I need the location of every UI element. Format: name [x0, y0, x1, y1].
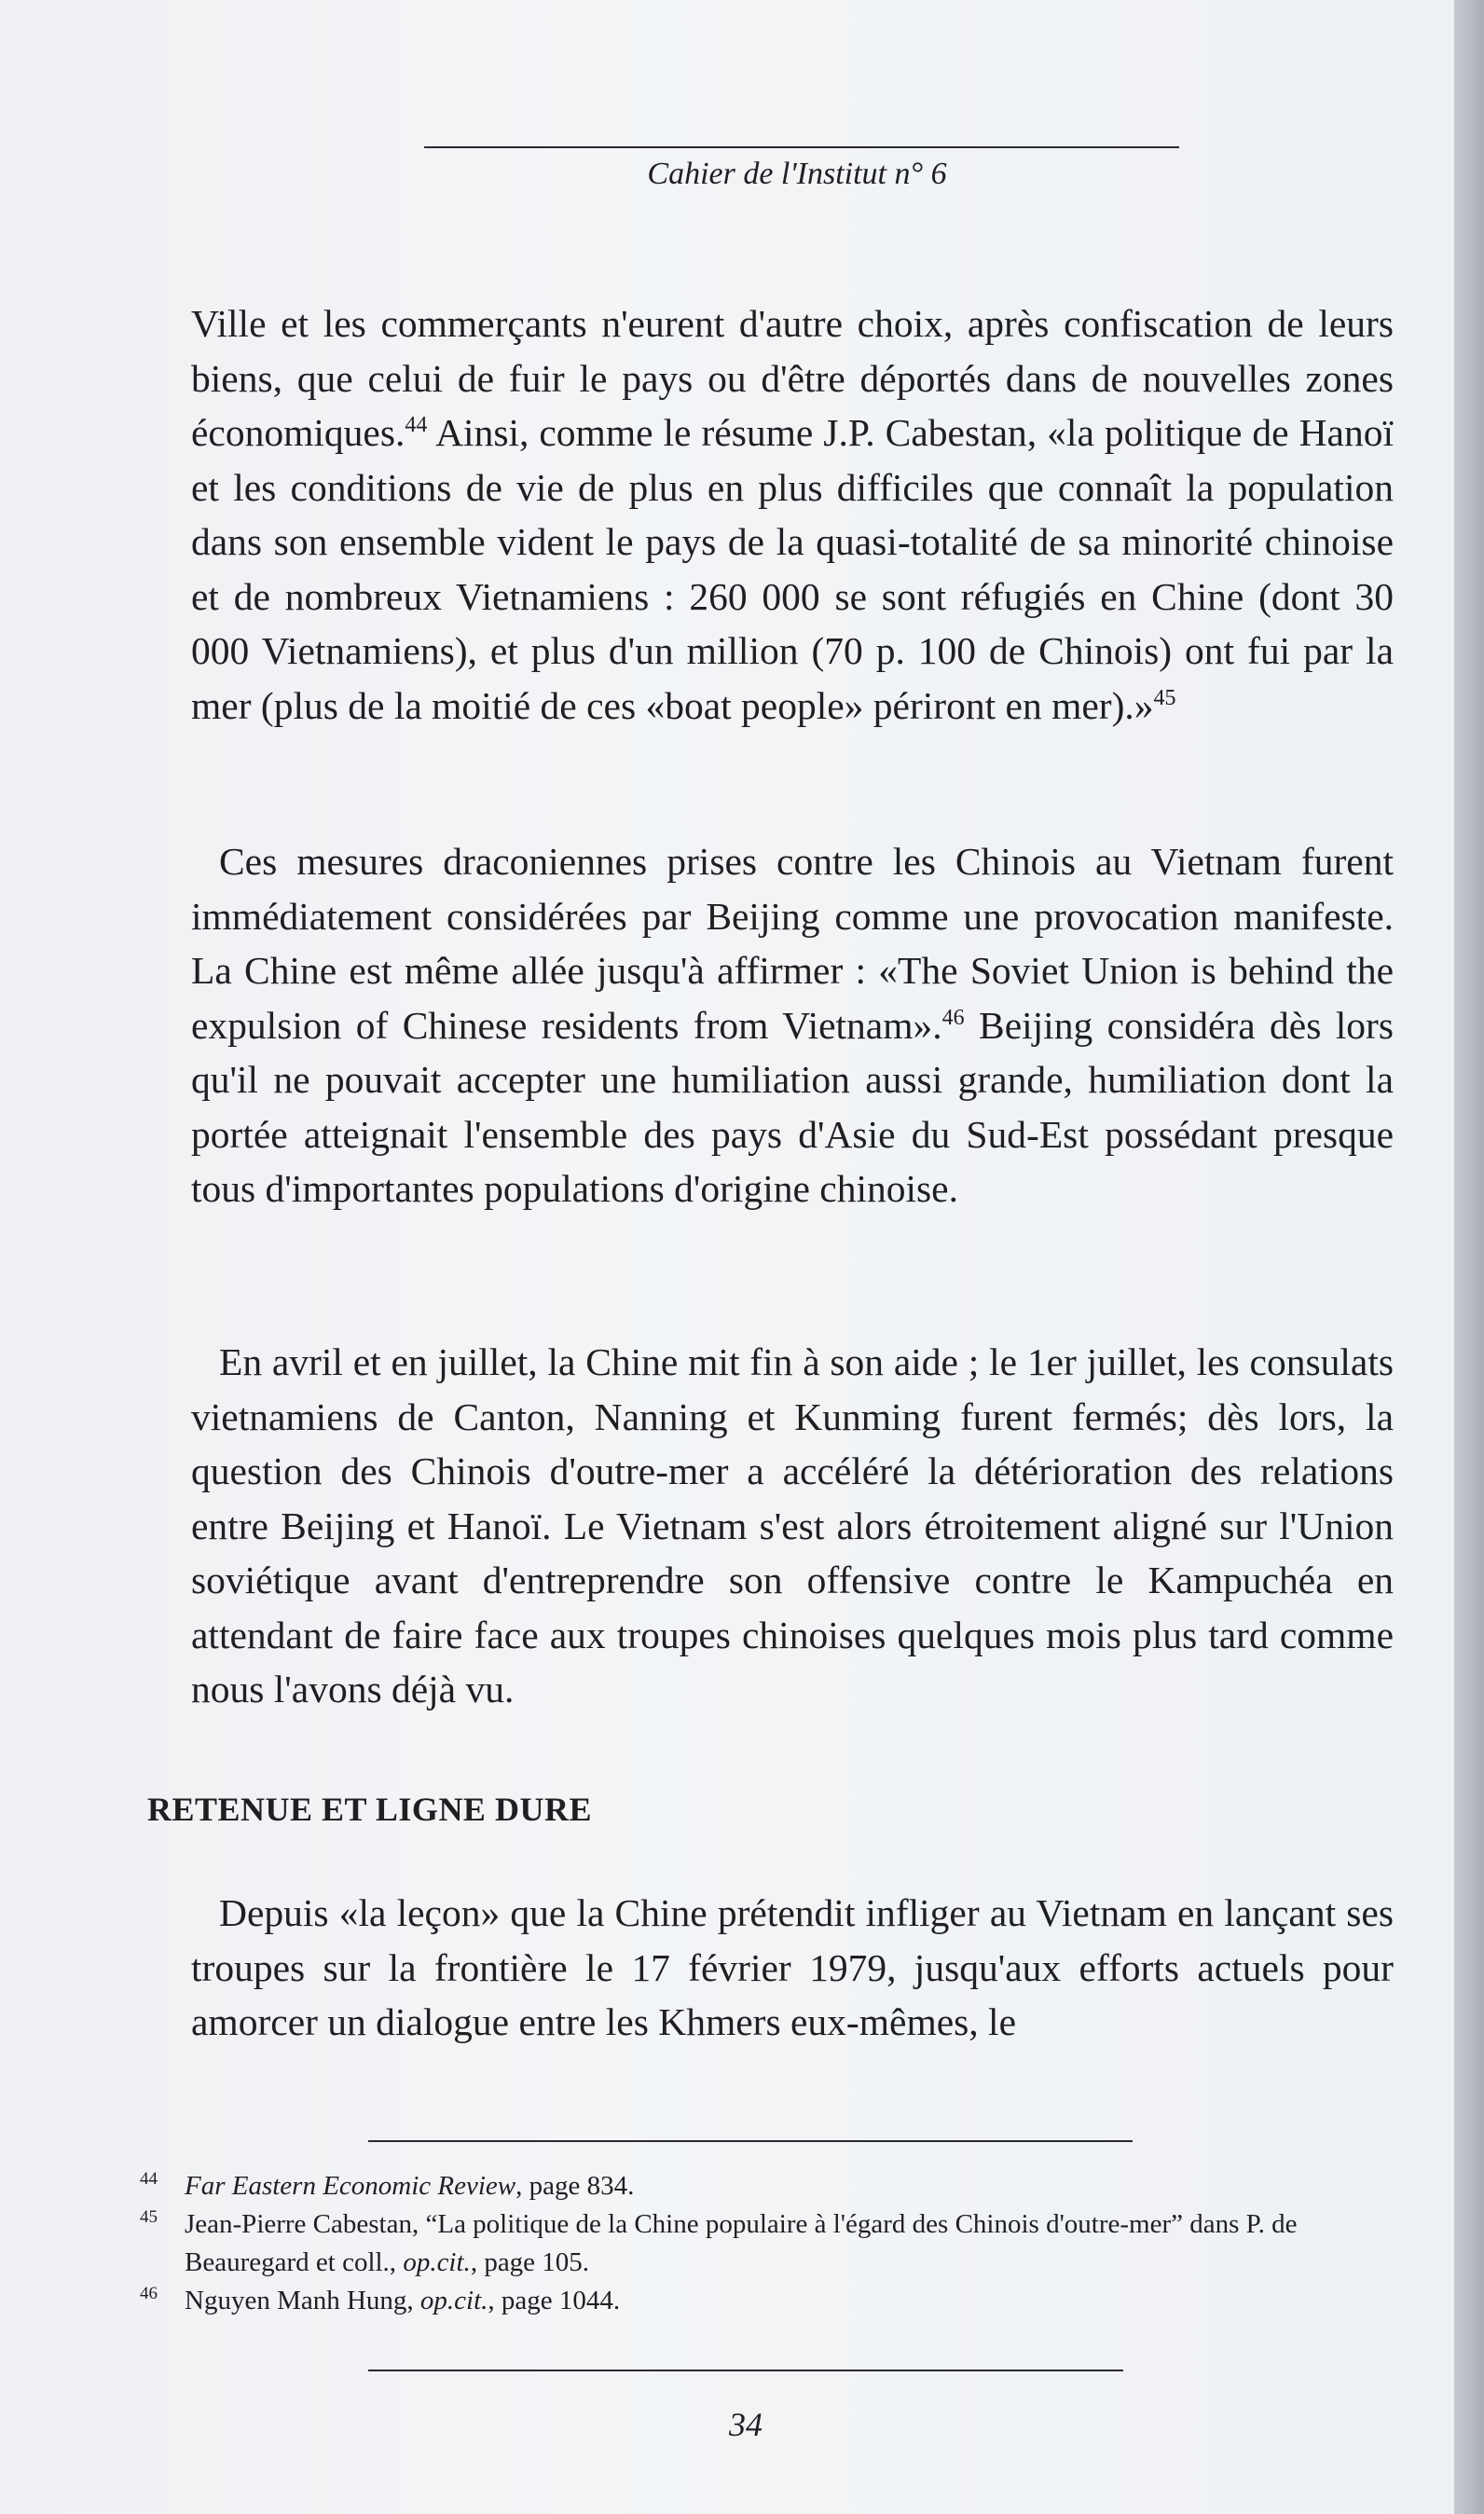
footnote-ref-46: 46: [941, 1005, 965, 1030]
paragraph-text: En avril et en juillet, la Chine mit fin à son aide ; le 1er juillet, les consulats vietnamiens de Canton, Nanning et Kunming furent fermés; dès lors, la question des Chinois d'outre-mer a accéléré la détérioration des relations entre Beijing et Hanoï. Le Vietnam s'est alors étroitement aligné sur l'Union soviétique avant d'entreprendre son offensive contre le Kampuchéa en attendant de faire face aux troupes chinoises quelques mois plus tard comme nous l'avons déjà vu.: [191, 1340, 1394, 1710]
body-paragraph-1: [191, 296, 1394, 733]
section-heading: RETENUE ET LIGNE DURE: [147, 1791, 592, 1828]
footnotes: [140, 2167, 1370, 2320]
footnote-rest: , page 1044.: [488, 2286, 621, 2315]
paragraph-text: Beijing considéra dès lors qu'il ne pouvait accepter une humiliation aussi grande, humiliation dont la portée atteignait l'ensemble des pays d'Asie du Sud-Est possédant presque tous d'importantes populations d'origine chinoise.: [191, 1003, 1394, 1210]
paragraph-text: Ville et les commerçants n'eurent d'autre choix, après confiscation de leurs biens, que celui de fuir le pays ou d'être déportés dans de nouvelles zones économiques.: [191, 302, 1394, 454]
adjacent-page-edge: [1454, 0, 1484, 2514]
footnote-number: 46: [140, 2284, 158, 2303]
header-rule: [424, 146, 1179, 148]
footnote-ref-44: 44: [405, 413, 428, 438]
footnote-rule: [368, 2140, 1133, 2142]
running-header: Cahier de l'Institut n° 6: [647, 157, 947, 191]
footnote-rest: , page 834.: [515, 2171, 635, 2201]
footnote-number: 45: [140, 2207, 158, 2227]
footnote-46: [140, 2282, 1370, 2320]
page-number: 34: [729, 2406, 763, 2443]
footnote-title: op.cit.: [419, 2286, 488, 2315]
footnote-ref-45: 45: [1153, 685, 1176, 710]
body-paragraph-4: [191, 1886, 1394, 2050]
footnote-pre: Jean-Pierre Cabestan, “La politique de la Chine populaire à l'égard des Chinois d'outre-mer” dans P. de Beauregard et coll.,: [185, 2209, 1298, 2277]
footnote-title: op.cit.: [403, 2247, 471, 2277]
footnote-rest: , page 105.: [470, 2247, 590, 2277]
body-paragraph-2: [191, 834, 1394, 1216]
footnote-title: Far Eastern Economic Review: [185, 2171, 516, 2201]
footnote-45: [140, 2205, 1370, 2282]
page-number-rule: [368, 2370, 1123, 2371]
footnote-number: 44: [140, 2169, 158, 2189]
paragraph-text: Ainsi, comme le résume J.P. Cabestan, «la politique de Hanoï et les conditions de vie de plus en plus difficiles que connaît la population dans son ensemble vident le pays de la quasi-totalité de sa minorité chinoise et de nombreux Vietnamiens : 260 000 se sont réfugiés en Chine (dont 30 000 Vietnamiens), et plus d'un million (70 p. 100 de Chinois) ont fui par la mer (plus de la moitié de ces «boat people» périront en mer).»: [191, 411, 1394, 727]
paragraph-text: Ces mesures draconiennes prises contre les Chinois au Vietnam furent immédiatement considérées par Beijing comme une provocation manifeste. La Chine est même allée jusqu'à affirmer : «The Soviet Union is behind the expulsion of Chinese residents from Vietnam».: [191, 840, 1394, 1047]
footnote-44: [140, 2167, 1370, 2205]
body-paragraph-3: [191, 1335, 1394, 1717]
paragraph-text: Depuis «la leçon» que la Chine prétendit infliger au Vietnam en lançant ses troupes sur la frontière le 17 février 1979, jusqu'aux efforts actuels pour amorcer un dialogue entre les Khmers eux-mêmes, le: [191, 1891, 1394, 2043]
footnote-pre: Nguyen Manh Hung,: [185, 2286, 420, 2315]
